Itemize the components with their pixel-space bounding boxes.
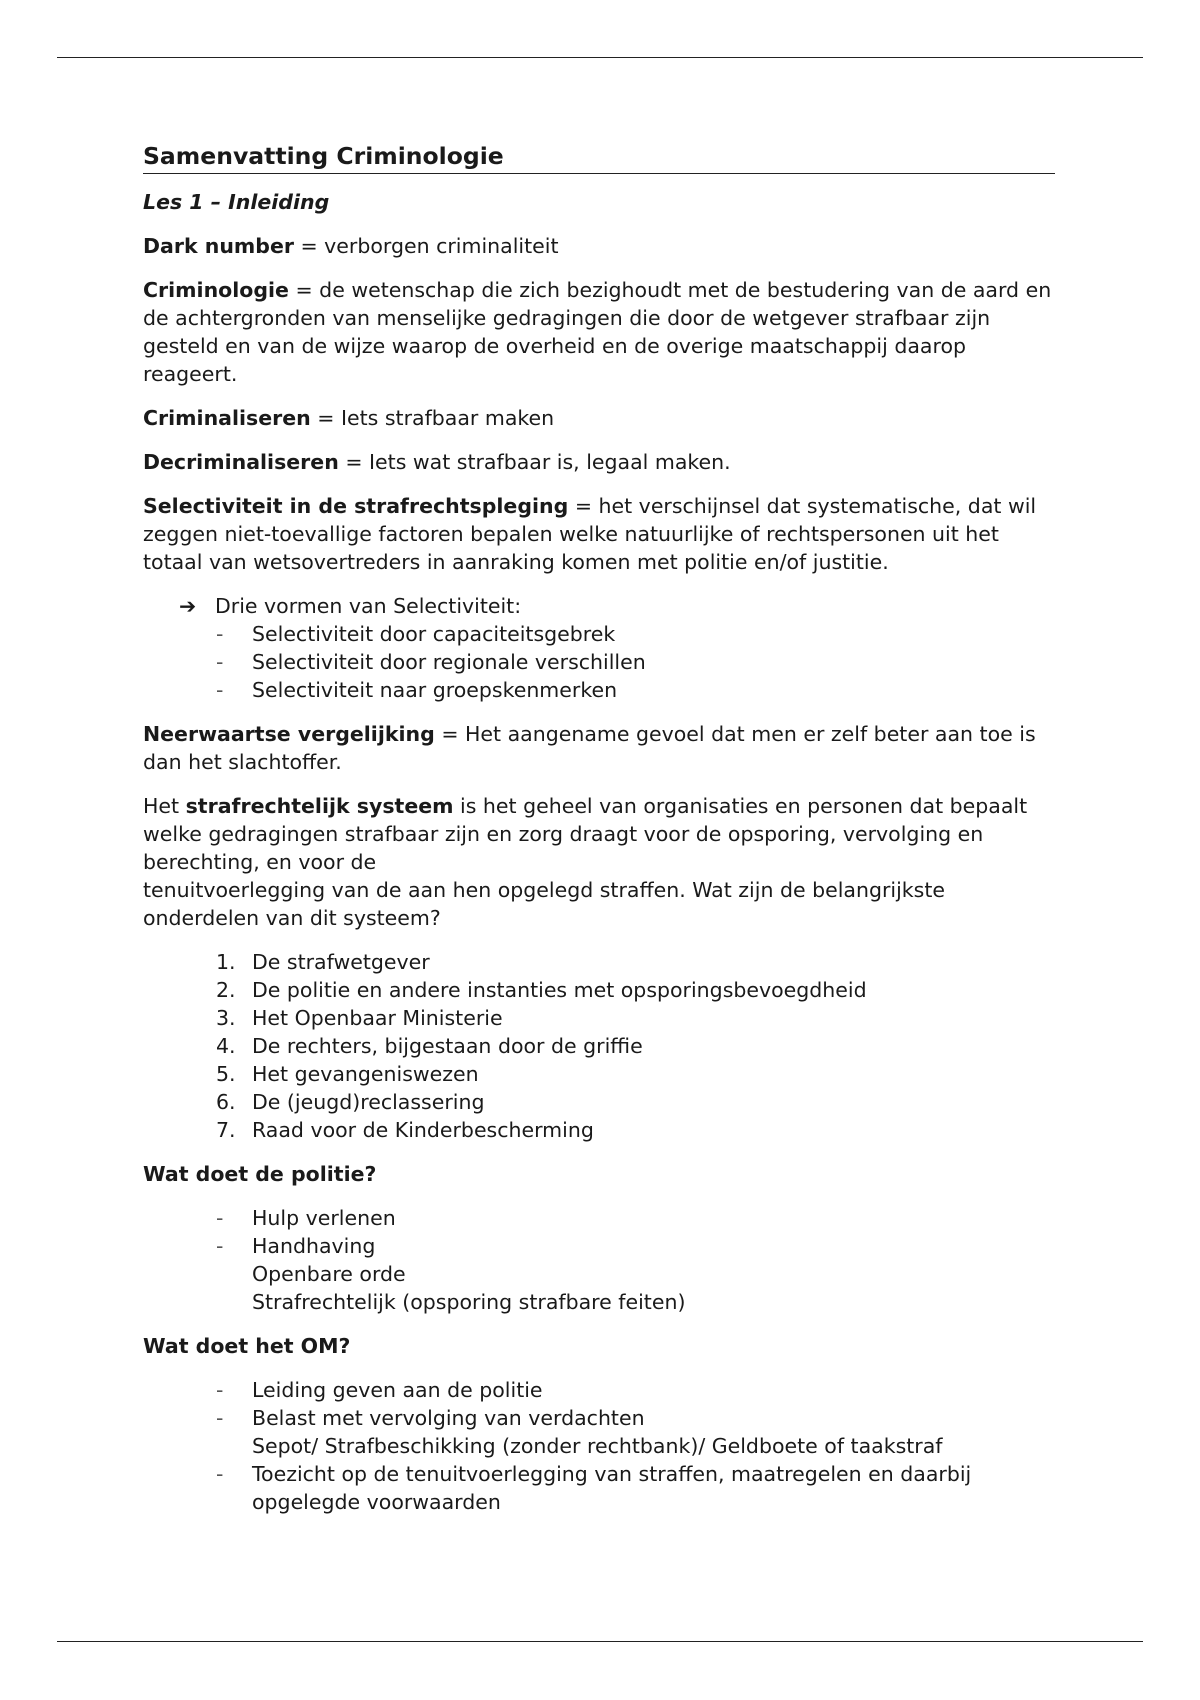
list-item-text: Raad voor de Kinderbescherming [252,1118,594,1142]
list-item [143,1032,1055,1060]
term: Dark number [143,234,294,258]
list-item: - Leiding geven aan de politie [143,1376,1055,1404]
definition-text: = verborgen criminaliteit [293,234,559,258]
system-components-list [143,948,1055,1144]
list-item: - Handhaving [143,1232,1055,1260]
definition-text: = Het aangename gevoel dat men er zelf beter aan toe is dan het slachtoffer. [143,722,1036,774]
om-tasks-list [143,1376,1055,1516]
politie-tasks-list [143,1204,1055,1316]
list-number: 4. [216,1034,236,1058]
term: Decriminaliseren [143,450,339,474]
paragraph-prefix: Het [143,794,186,818]
list-item-text: De rechters, bijgestaan door de griffie [252,1034,643,1058]
list-item-text: De strafwetgever [252,950,430,974]
list-item: - Toezicht op de tenuitvoerlegging van straffen, maatregelen en daarbij opgelegde voorwaarden [143,1460,1055,1516]
arrow-right-icon: ➔ [179,594,197,618]
definition-selectiviteit [143,492,1055,576]
list-number: 2. [216,978,236,1002]
list-number: 3. [216,1006,236,1030]
definition-decriminaliseren [143,448,1055,476]
list-item [143,976,1055,1004]
list-item-text: De politie en andere instanties met opsporingsbevoegdheid [252,978,867,1002]
definition-text: = Iets strafbaar maken [310,406,555,430]
list-item: - Selectiviteit door regionale verschillen [143,648,1055,676]
term: Neerwaartse vergelijking [143,722,435,746]
list-item-continuation: Sepot/ Strafbeschikking (zonder rechtbank)/ Geldboete of taakstraf [252,1434,943,1458]
list-item: - Belast met vervolging van verdachten [143,1404,1055,1432]
definition-text: = Iets wat strafbaar is, legaal maken. [338,450,731,474]
definition-criminologie [143,276,1055,388]
list-number: 7. [216,1118,236,1142]
definition-dark-number [143,232,1055,260]
list-item: - Hulp verlenen [143,1204,1055,1232]
term: strafrechtelijk systeem [185,794,454,818]
selectivity-forms-intro-text: Drie vormen van Selectiviteit: [215,594,522,618]
definition-text: = het verschijnsel dat systematische, dat wil zeggen niet-toevallige factoren bepalen welke natuurlijke of rechtspersonen uit het totaal van wetsovertreders in aanraking komen met politie en/of justitie. [143,494,1037,574]
list-number: 1. [216,950,236,974]
list-item: - Selectiviteit door capaciteitsgebrek [143,620,1055,648]
list-number: 5. [216,1062,236,1086]
list-item: - Selectiviteit naar groepskenmerken [143,676,1055,704]
term: Selectiviteit in de strafrechtspleging [143,494,569,518]
strafrechtelijk-systeem-paragraph [143,792,1055,932]
heading-politie: Wat doet de politie? [143,1162,377,1186]
definition-text: = de wetenschap die zich bezighoudt met de bestudering van de aard en de achtergronden van menselijke gedragingen die door de wetgever strafbaar zijn gesteld en van de wijze waarop de overheid en de overige maatschappij daarop reageert. [143,278,1052,386]
term: Criminologie [143,278,289,302]
list-item-text: De (jeugd)reclassering [252,1090,485,1114]
list-item-text: Het Openbaar Ministerie [252,1006,503,1030]
list-item [143,1004,1055,1032]
paragraph-text: is het geheel van organisaties en personen dat bepaalt welke gedragingen strafbaar zijn en zorg draagt voor de opsporing, vervolging en berechting, en voor de [143,794,1028,874]
list-number: 6. [216,1090,236,1114]
selectivity-forms-list [143,620,1055,704]
term: Criminaliseren [143,406,311,430]
list-item [143,1116,1055,1144]
selectivity-forms-intro [143,592,1055,620]
list-item [143,948,1055,976]
page-top-rule [57,57,1143,58]
list-item [143,1088,1055,1116]
lesson-heading: Les 1 – Inleiding [143,190,330,214]
paragraph-text: tenuitvoerlegging van de aan hen opgelegd straffen. Wat zijn de belangrijkste onderdelen van dit systeem? [143,878,946,930]
page-bottom-rule [57,1641,1143,1642]
list-item-continuation: Openbare orde [252,1262,406,1286]
list-item-text: Het gevangeniswezen [252,1062,479,1086]
definition-neerwaartse-vergelijking [143,720,1055,776]
document-body [143,141,1055,1532]
heading-om: Wat doet het OM? [143,1334,351,1358]
list-item [143,1060,1055,1088]
list-item-continuation: Strafrechtelijk (opsporing strafbare feiten) [252,1290,686,1314]
definition-criminaliseren [143,404,1055,432]
document-title: Samenvatting Criminologie [143,141,1055,174]
